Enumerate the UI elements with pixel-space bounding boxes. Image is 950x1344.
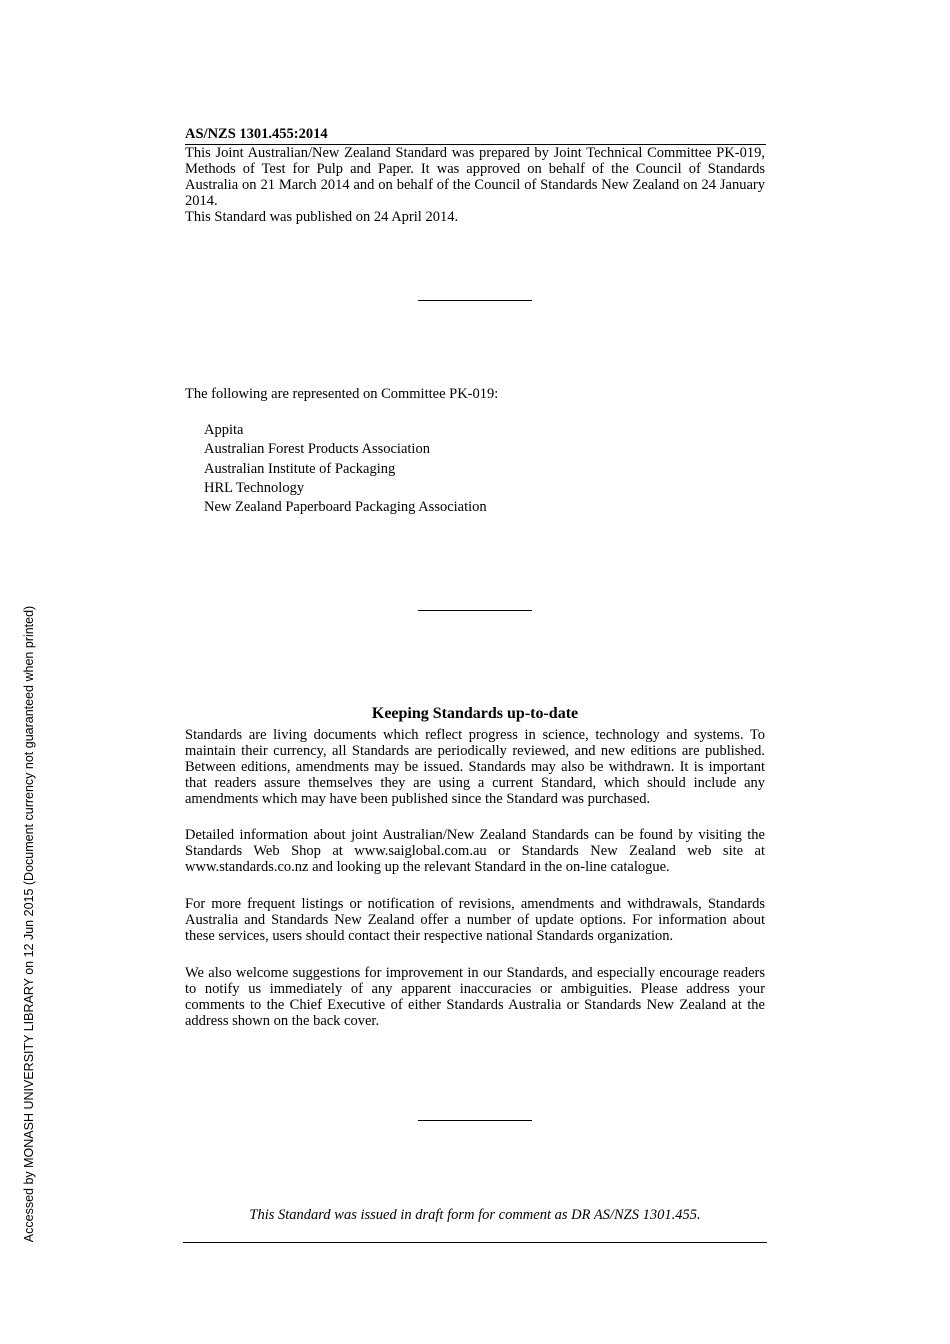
committee-member-list — [204, 421, 487, 517]
info-paragraph: We also welcome suggestions for improvement in our Standards, and especially encourage readers to notify us immediately of any apparent inaccuracies or ambiguities. Please address your comments to the Chief Executive of either Standards Australia or Standards New Zealand at the address shown on the back cover. — [185, 965, 765, 1029]
section-divider — [418, 1120, 532, 1121]
committee-member: Australian Forest Products Association — [204, 441, 430, 458]
info-paragraph: For more frequent listings or notification of revisions, amendments and withdrawals, Standards Australia and Standards New Zealand offer a number of update options. For information about these services, users should contact their respective national Standards organization. — [185, 896, 765, 944]
committee-member: Appita — [204, 422, 244, 438]
access-watermark: Accessed by MONASH UNIVERSITY LIBRARY on 12 Jun 2015 (Document currency not guaranteed when printed) — [22, 605, 36, 1243]
committee-intro: The following are represented on Committee PK-019: — [185, 386, 499, 402]
committee-member: New Zealand Paperboard Packaging Association — [204, 499, 487, 516]
footer-rule — [183, 1242, 767, 1243]
publication-date: This Standard was published on 24 April 2014. — [185, 209, 459, 225]
committee-member: HRL Technology — [204, 479, 305, 496]
section-divider — [418, 610, 532, 611]
draft-note: This Standard was issued in draft form for comment as DR AS/NZS 1301.455. — [249, 1207, 701, 1223]
document-number: AS/NZS 1301.455:2014 — [185, 126, 328, 142]
info-paragraph: Standards are living documents which reflect progress in science, technology and systems. To maintain their currency, all Standards are periodically reviewed, and new editions are published. Between editions, amendments may be issued. Standards may also be withdrawn. It is important that readers assure themselves they are using a current Standard, which should include any amendments which may have been published since the Standard was purchased. — [185, 727, 765, 807]
info-paragraph: Detailed information about joint Australian/New Zealand Standards can be found by visiting the Standards Web Shop at www.saiglobal.com.au or Standards New Zealand web site at www.standards.co.nz and looking up the relevant Standard in the on-line catalogue. — [185, 827, 765, 875]
section-divider — [418, 300, 532, 301]
section-title: Keeping Standards up-to-date — [371, 705, 579, 722]
preparation-statement: This Joint Australian/New Zealand Standard was prepared by Joint Technical Committee PK-019, Methods of Test for Pulp and Paper. It was approved on behalf of the Council of Standards Australia on 21 March 2014 and on behalf of the Council of Standards New Zealand on 24 January 2014. — [185, 145, 765, 209]
committee-member: Australian Institute of Packaging — [204, 460, 396, 477]
